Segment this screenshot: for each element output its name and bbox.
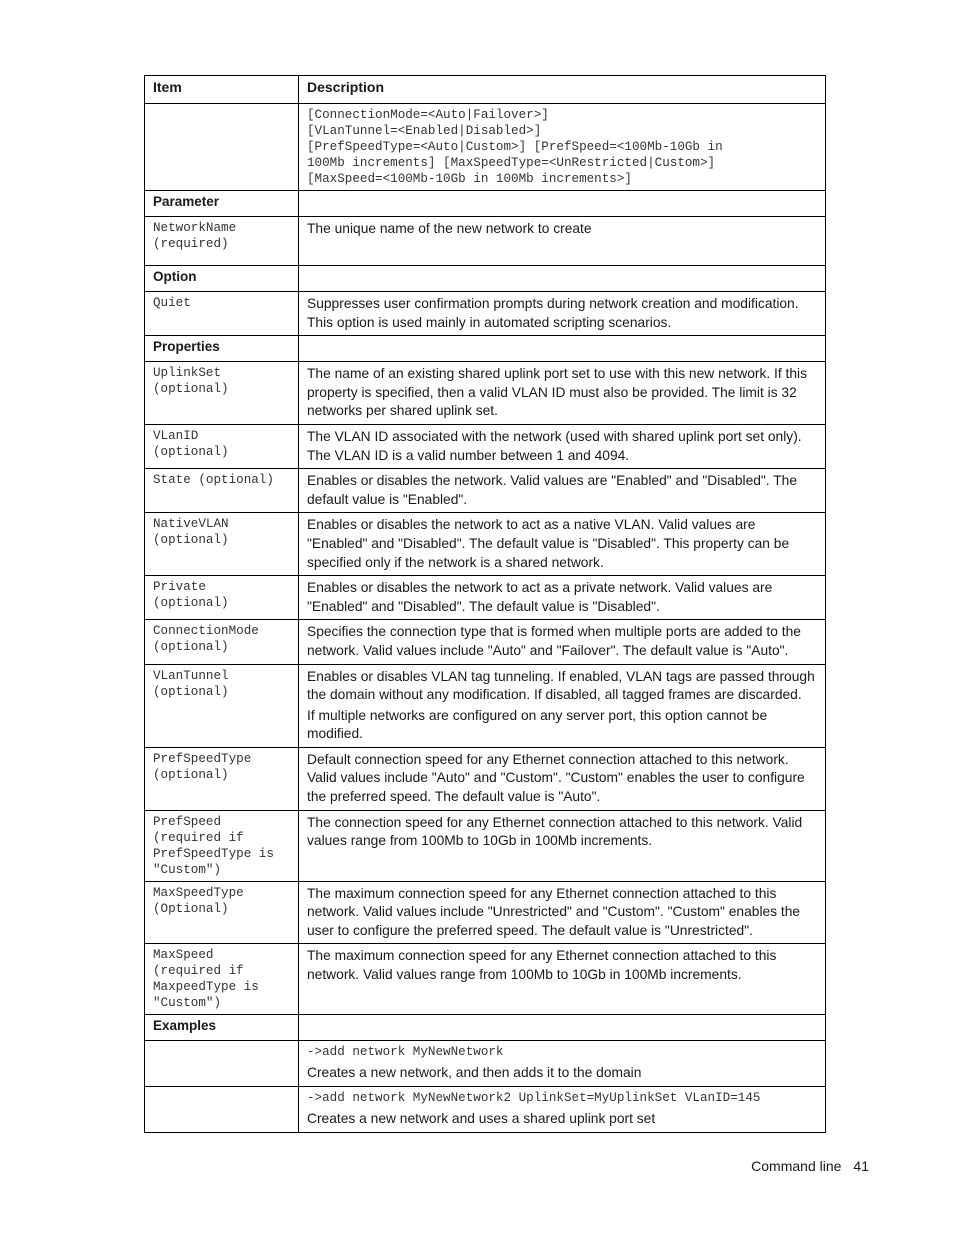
property-row (145, 513, 826, 576)
syntax-row (145, 104, 826, 191)
property-description (299, 881, 826, 944)
parameter-name: NetworkName (required) (145, 217, 299, 266)
property-description (299, 810, 826, 881)
property-name: PrefSpeed (required if PrefSpeedType is "Custom") (145, 810, 299, 881)
property-description-paragraph: Enables or disables the network to act as a private network. Valid values are "Enabled" and "Disabled". The default value is "Disabled". (307, 580, 773, 614)
property-row (145, 620, 826, 664)
section-label-parameter: Parameter (145, 191, 299, 217)
property-description (299, 944, 826, 1015)
examples-body (145, 1041, 826, 1132)
table-row (145, 217, 826, 266)
column-header-description: Description (299, 76, 826, 104)
page-number: 41 (853, 1158, 869, 1174)
syntax-continuation: [ConnectionMode=<Auto|Failover>] [VLanTunnel=<Enabled|Disabled>] [PrefSpeedType=<Auto|Custom>] [PrefSpeed=<100Mb-10Gb in 100Mb increments] [MaxSpeedType=<UnRestricted|Custom>] [MaxSpeed=<100Mb-10Gb in 100Mb increments>] (299, 104, 826, 191)
section-label-properties: Properties (145, 336, 299, 362)
property-description (299, 513, 826, 576)
property-description-paragraph: The name of an existing shared uplink port set to use with this new network. If this property is specified, then a valid VLAN ID must also be provided. The limit is 32 networks per shared uplink set. (307, 366, 808, 419)
parameter-description: The unique name of the new network to create (299, 217, 826, 266)
property-row (145, 469, 826, 513)
property-name: NativeVLAN (optional) (145, 513, 299, 576)
empty-cell (145, 1041, 299, 1087)
property-name: VLanID (optional) (145, 424, 299, 468)
table-row (145, 292, 826, 336)
property-description-paragraph: The maximum connection speed for any Ethernet connection attached to this network. Valid values range from 100Mb to 10Gb in 100Mb increments. (307, 948, 777, 983)
property-description (299, 424, 826, 468)
property-description-paragraph: Enables or disables the network. Valid values are "Enabled" and "Disabled". The default value is "Enabled". (307, 473, 797, 507)
section-row-option (145, 266, 826, 292)
example-cell (299, 1087, 826, 1133)
property-description (299, 469, 826, 513)
empty-cell (299, 191, 826, 217)
property-row (145, 881, 826, 944)
page-footer (751, 1158, 869, 1174)
property-row (145, 362, 826, 425)
section-row-examples (145, 1015, 826, 1041)
property-description (299, 362, 826, 425)
example-cell (299, 1041, 826, 1087)
property-description-paragraph: The connection speed for any Ethernet connection attached to this network. Valid values range from 100Mb to 10Gb in 100Mb increments. (307, 814, 803, 849)
property-row (145, 747, 826, 810)
empty-cell (299, 266, 826, 292)
option-name: Quiet (145, 292, 299, 336)
example-description: Creates a new network and uses a shared uplink port set (307, 1111, 656, 1127)
example-row (145, 1087, 826, 1133)
footer-section-title: Command line (751, 1158, 842, 1174)
property-name: MaxSpeedType (Optional) (145, 881, 299, 944)
property-name: MaxSpeed (required if MaxpeedType is "Custom") (145, 944, 299, 1015)
property-name: UplinkSet (optional) (145, 362, 299, 425)
property-description-paragraph: The VLAN ID associated with the network (used with shared uplink port set only). The VLAN ID is a valid number between 1 and 4094. (307, 428, 802, 463)
property-description-paragraph: Default connection speed for any Ethernet connection attached to this network. Valid values include "Auto" and "Custom". "Custom" enables the user to configure the preferred speed. The default value is "Auto". (307, 751, 805, 805)
example-command: ->add network MyNewNetwork2 UplinkSet=MyUplinkSet VLanID=145 (307, 1091, 761, 1106)
property-name: State (optional) (145, 469, 299, 513)
empty-cell (299, 336, 826, 362)
property-description-paragraph: If multiple networks are configured on any server port, this option cannot be modified. (307, 707, 768, 742)
property-name: PrefSpeedType (optional) (145, 747, 299, 810)
property-name: ConnectionMode (optional) (145, 620, 299, 664)
property-description (299, 747, 826, 810)
property-row (145, 810, 826, 881)
section-label-option: Option (145, 266, 299, 292)
table-header-row (145, 76, 826, 104)
empty-cell (299, 1015, 826, 1041)
property-description-paragraph: Enables or disables VLAN tag tunneling. If enabled, VLAN tags are passed through the domain without any modification. If disabled, all tagged frames are discarded. (307, 668, 815, 703)
empty-cell (145, 1087, 299, 1133)
example-command: ->add network MyNewNetwork (307, 1045, 504, 1060)
section-label-examples: Examples (145, 1015, 299, 1041)
property-row (145, 664, 826, 747)
empty-cell (145, 104, 299, 191)
property-name: Private (optional) (145, 576, 299, 620)
property-row (145, 944, 826, 1015)
option-description: Suppresses user confirmation prompts during network creation and modification. This option is used mainly in automated scripting scenarios. (299, 292, 826, 336)
property-row (145, 424, 826, 468)
example-description: Creates a new network, and then adds it to the domain (307, 1065, 642, 1081)
property-row (145, 576, 826, 620)
property-description (299, 664, 826, 747)
property-description (299, 620, 826, 664)
properties-body (145, 362, 826, 1015)
property-description-paragraph: Specifies the connection type that is formed when multiple ports are added to the network. Valid values include "Auto" and "Failover". The default value is "Auto". (307, 624, 801, 658)
command-reference-table (144, 75, 826, 1133)
property-name: VLanTunnel (optional) (145, 664, 299, 747)
example-row (145, 1041, 826, 1087)
property-description-paragraph: The maximum connection speed for any Ethernet connection attached to this network. Valid values include "Unrestricted" and "Custom". "Custom" enables the user to configure the preferred speed. The default value is "Unrestricted". (307, 885, 801, 938)
section-row-properties (145, 336, 826, 362)
column-header-item: Item (145, 76, 299, 104)
property-description (299, 576, 826, 620)
property-description-paragraph: Enables or disables the network to act as a native VLAN. Valid values are "Enabled" and "Disabled". The default value is "Disabled". This property can be specified only if the network is a shared network. (307, 517, 790, 570)
section-row-parameter (145, 191, 826, 217)
